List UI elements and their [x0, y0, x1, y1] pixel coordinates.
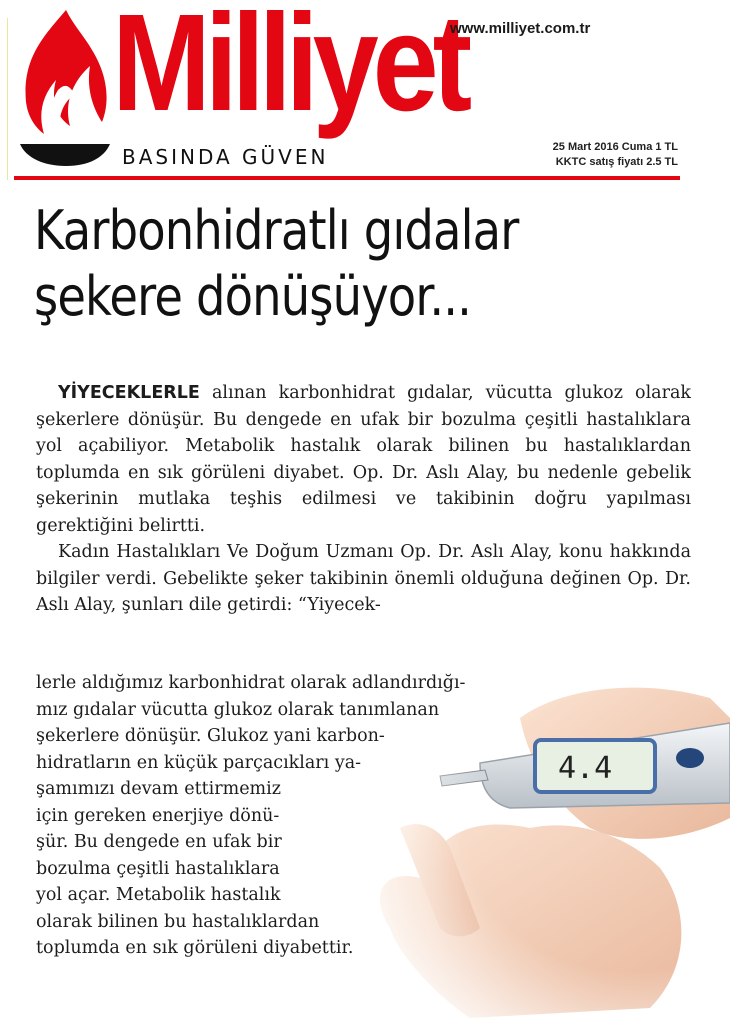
paragraph-2: Kadın Hastalıkları Ve Doğum Uzmanı Op. Dr. Aslı Alay, konu hakkında bilgiler verdi. Gebelikte şeker takibinin önemli olduğuna değinen Op. Dr. Aslı Alay, şunları dile getirdi: “Yiyecek-	[36, 542, 691, 615]
price-line: KKTC satış fiyatı 2.5 TL	[555, 156, 678, 168]
text-line: olarak bilinen bu hastalıklardan	[36, 911, 320, 932]
flame-logo-icon	[14, 6, 114, 174]
issue-date: 25 Mart 2016 Cuma 1 TL	[552, 141, 678, 153]
headline-line-2: şekere dönüşüyor...	[34, 265, 472, 328]
text-line: hidratların en küçük parçacıkları ya-	[36, 752, 362, 773]
brand-wordmark: Milliyet	[112, 0, 467, 140]
headline-line-1: Karbonhidratlı gıdalar	[34, 199, 519, 262]
article-body	[36, 380, 691, 619]
text-line: şür. Bu dengede en ufak bir	[36, 832, 282, 852]
article-headline	[34, 198, 627, 330]
website-url: www.milliyet.com.tr	[450, 20, 591, 37]
text-line: yol açar. Metabolik hastalık	[36, 885, 281, 905]
paragraph-1	[36, 380, 691, 539]
masthead-rule	[14, 176, 680, 180]
text-line: toplumda en sık görüleni diyabettir.	[36, 938, 354, 958]
article-body-wrapped	[36, 670, 536, 962]
text-line: için gereken enerjiye dönü-	[36, 805, 280, 826]
margin-mark	[7, 18, 8, 180]
text-line: şekerlere dönüşür. Glukoz yani karbon-	[36, 726, 385, 746]
lead-word: YİYECEKLERLE	[58, 383, 200, 403]
text-line: şamımızı devam ettirmemiz	[36, 779, 281, 799]
paragraph-1-text: alınan karbonhidrat gıdalar, vücutta glukoz olarak şekerlere dönüşür. Bu dengede en ufak bir bozulma çeşitli hastalıklara yol açabiliyor. Metabolik hastalık olarak bilinen bu hastalıklardan toplumda en sık görüleni diyabet. Op. Dr. Aslı Alay, bu nedenle gebelik şekerinin mutlaka teşhis edilmesi ve takibinin doğru yapılması gerektiğini belirtti.	[36, 383, 691, 536]
text-line: bozulma çeşitli hastalıklara	[36, 858, 280, 879]
text-line: mız gıdalar vücutta glukoz olarak tanımlanan	[36, 699, 440, 720]
text-line: lerle aldığımız karbonhidrat olarak adlandırdığı-	[36, 673, 466, 693]
masthead	[0, 0, 735, 185]
slogan: BASINDA GÜVEN	[122, 145, 329, 169]
